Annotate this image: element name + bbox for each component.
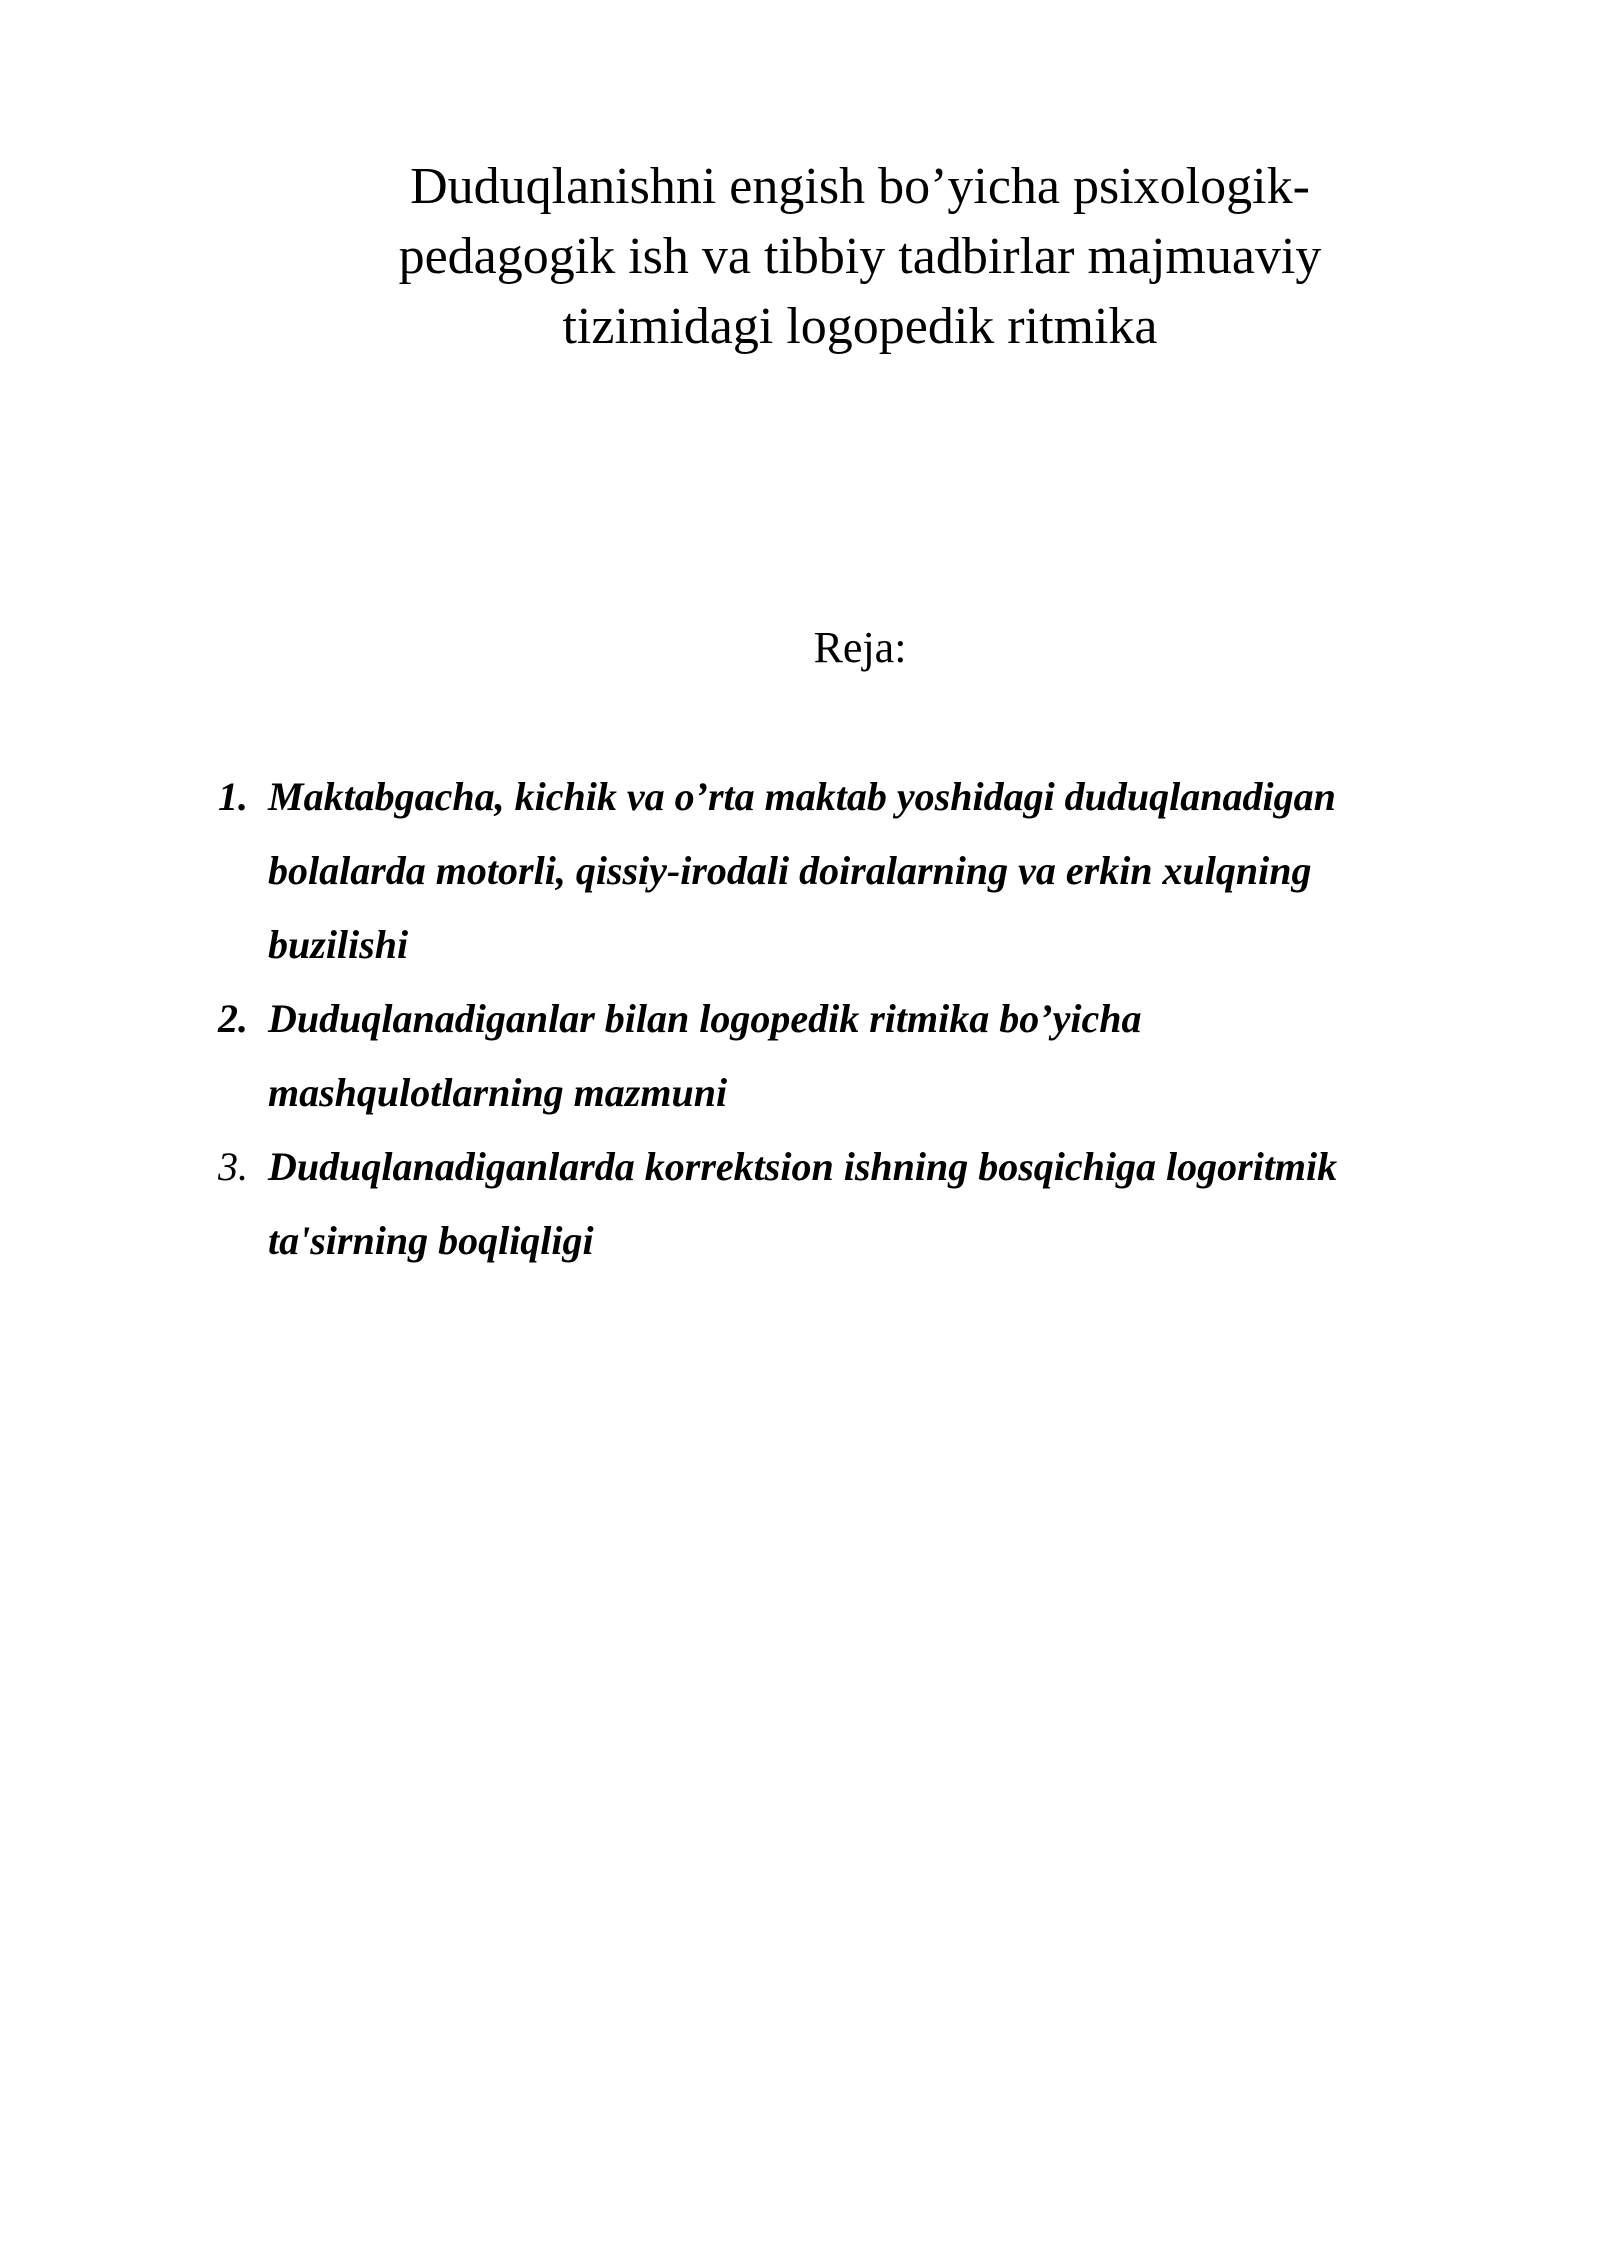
plan-item-text (268, 1130, 1460, 1278)
title-line: tizimidagi logopedik ritmika (562, 298, 1158, 355)
plan-item-number: 3. (218, 1144, 248, 1189)
plan-item-line: ta'sirning boqliqligi (268, 1218, 594, 1263)
plan-list (210, 760, 1460, 1278)
title-line: Duduqlanishni engish bo’yicha psixologik- (410, 158, 1310, 215)
plan-heading: Reja: (813, 623, 907, 672)
plan-item-line: bolalarda motorli, qissiy-irodali doiralarning va erkin xulqning (268, 848, 1312, 893)
plan-item-1 (210, 760, 1460, 982)
document-title (300, 152, 1420, 362)
title-line: pedagogik ish va tibbiy tadbirlar majmuaviy (398, 228, 1322, 285)
plan-item-line: buzilishi (268, 922, 409, 967)
plan-item-text (268, 982, 1460, 1130)
plan-item-number: 2. (218, 996, 248, 1041)
plan-item-line: mashqulotlarning mazmuni (268, 1070, 728, 1115)
plan-item-line: Duduqlanadiganlar bilan logopedik ritmika bo’yicha (268, 996, 1142, 1041)
plan-item-3 (210, 1130, 1460, 1278)
plan-item-line: Maktabgacha, kichik va o’rta maktab yoshidagi duduqlanadigan (268, 774, 1336, 819)
plan-item-2 (210, 982, 1460, 1130)
plan-item-text (268, 760, 1460, 982)
plan-item-line: Duduqlanadiganlarda korrektsion ishning bosqichiga logoritmik (268, 1144, 1338, 1189)
plan-item-number: 1. (218, 774, 248, 819)
